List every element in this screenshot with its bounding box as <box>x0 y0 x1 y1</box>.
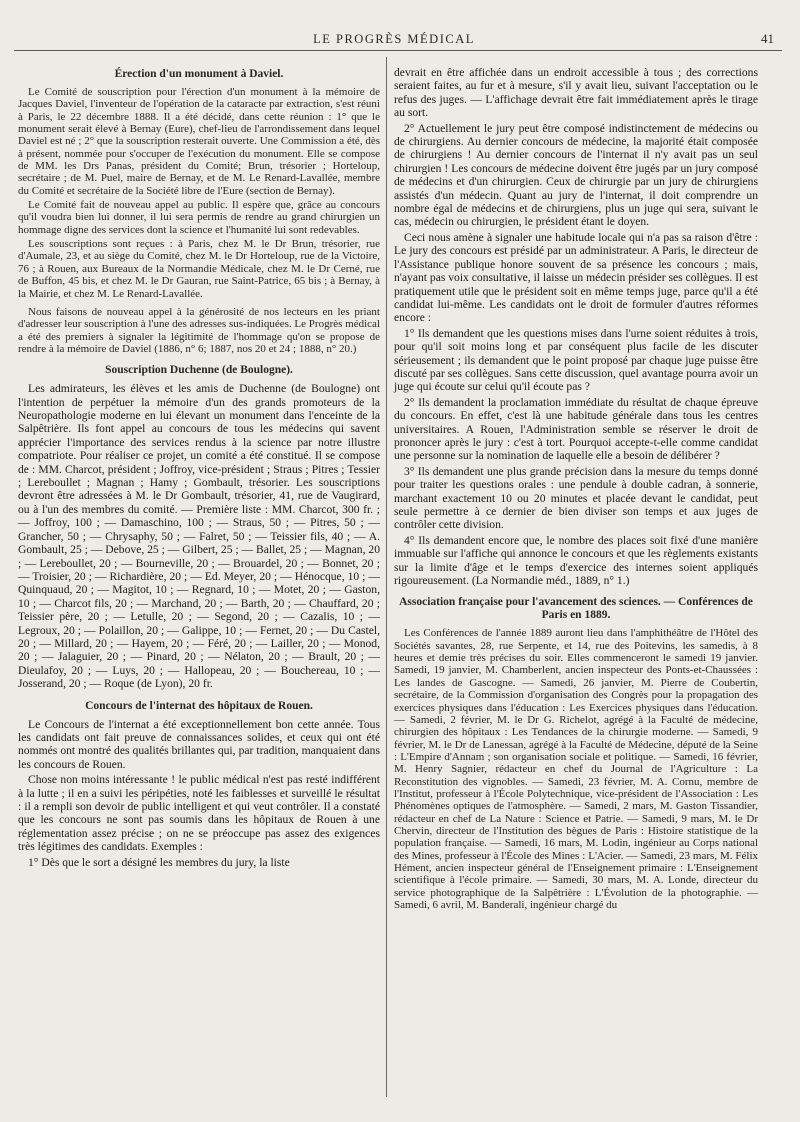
article-heading-afas: Association française pour l'avancement des sciences. — Conférences de Paris en 1889. <box>399 596 753 622</box>
rouen-continued-paragraph-2: 2° Actuellement le jury peut être composé indistinctement de médecins ou de chirurgiens. Au dernier concours de médecine, la majorité était composée de chirurgiens ! Au dernier concours de l'internat il n'y avait pas un seul chirurgien ! Les concours de médecine doivent être jugés par un jury composé de médecins et d'un chirurgien. Ceux de chirurgie par un jury de chirurgiens assistés d'un médecin. Quant au jury de l'internat, il doit comprendre un nombre égal de médecins et de chirurgiens, plus un juge qui sera, suivant le cas, médecin ou chirurgien, le président étant le doyen. <box>394 121 758 229</box>
duchenne-paragraph-1: Les admirateurs, les élèves et les amis de Duchenne (de Boulogne) ont l'intention de perpétuer la mémoire d'un des grands promoteurs de la Neuropathologie moderne en lui élevant un monument dans l'enceinte de la Salpêtrière. Ils font appel au concours de tous les médecins qui savent apprécier l'importance des services rendus à la science par notre illustre compatriote. Pour réaliser ce projet, un comité a été constitué. Il se compose de : MM. Charcot, président ; Joffroy, vice-président ; Straus ; Pitres ; Tessier ; Lereboullet ; Magnan ; Hamy ; Gombault, trésorier. Les souscriptions devront être adressées à M. le Dr Gombault, trésorier, 41, rue de Vaugirard, ou à l'un des membres du comité. — Première liste : MM. Charcot, 300 fr. ; — Joffroy, 100 ; — Damaschino, 100 ; — Straus, 50 ; — Pitres, 50 ; — Grancher, 50 ; — Chrysaphy, 50 ; — Falret, 50 ; — Teissier fils, 40 ; — A. Gombault, 25 ; — Debove, 25 ; — Gilbert, 25 ; — Ballet, 25 ; — Magnan, 20 ; — Lereboullet, 20 ; — Bourneville, 20 ; — Brouardel, 20 ; — Bonnet, 20 ; — Troisier, 20 ; — Richardière, 20 ; — Ed. Meyer, 20 ; — Hénocque, 10 ; — Quinquaud, 20 ; — Magitot, 10 ; — Regnard, 10 ; — Motet, 20 ; — Gaston, 10 ; — Charcot fils, 20 ; — Marchand, 20 ; — Barth, 20 ; — Chauffard, 20 ; Teissier père, 20 ; — Letulle, 20 ; — Segond, 20 ; — Cazalis, 10 ; — Legroux, 20 ; — Polaillon, 20 ; — Galippe, 10 ; — Fernet, 20 ; — Du Castel, 20 ; — Millard, 20 ; — Hayem, 20 ; — Féré, 20 ; — Lailler, 20 ; — Monod, 20 ; — Jalaguier, 20 ; — Pinard, 20 ; — Nélaton, 20 ; — Brault, 20 ; — Dieulafoy, 20 ; — Luys, 20 ; — Hallopeau, 20 ; — Bouchereau, 10 ; — Josserand, 20 ; — Roque (de Lyon), 20 fr. <box>18 382 380 691</box>
header-rule <box>14 50 782 51</box>
journal-title: LE PROGRÈS MÉDICAL <box>313 32 475 46</box>
article-heading-duchenne: Souscription Duchenne (de Boulogne). <box>105 364 293 377</box>
rouen-paragraph-1: Le Concours de l'internat a été exceptionnellement bon cette année. Tous les candidats ont fait preuve de connaissances solides, et ceux qui ont été nommés ont montré des qualités brillantes qui, par tradition, manquaient dans les concours de Rouen. <box>18 717 380 771</box>
column-divider <box>386 57 387 1097</box>
rouen-continued-paragraph-1: devrait en être affichée dans un endroit accessible à tous ; des corrections seraient faites, au fur et à mesure, s'il y avait lieu, suivant l'acceptation ou le refus des juges. — L'affichage devrait être fait immédiatement après le tirage au sort. <box>394 66 758 120</box>
article-heading-daviel: Érection d'un monument à Daviel. <box>114 68 284 80</box>
right-column <box>394 66 758 913</box>
page-header <box>14 32 774 52</box>
afas-paragraph-1: Les Conférences de l'année 1889 auront lieu dans l'amphithéâtre de l'Hôtel des Sociétés savantes, 28, rue Serpente, et 14, rue des Poitevins, les samedis, à 8 heures et demie très précises du soir. Elles commenceront le samedi 19 janvier. Samedi, 19 janvier, M. Chamberlent, ancien inspecteur des Ponts-et-Chaussées : Les landes de Gascogne. — Samedi, 26 janvier, M. Pierre de Coubertin, secrétaire, de la Commission d'organisation des Congrès pour la propagation des exercices physiques dans l'éducation : Les Exercices physiques dans l'éducation. — Samedi, 2 février, M. le Dr G. Richelot, agrégé à la Faculté de médecine, chirurgien des hôpitaux : Les Tendances de la chirurgie moderne. — Samedi, 9 février, M. le Dr de Lanessan, agrégé à la Faculté de Médecine, député de la Seine : L'Empire d'Annam ; son organisation sociale et politique. — Samedi, 16 février, M. Henry Sagnier, rédacteur en chef du Journal de l'Agriculture : La Reconstitution des vignobles. — Samedi, 23 février, M. A. Cornu, membre de l'Institut, professeur à l'École Polytechnique, vice-président de l'Association : Les Phénomènes optiques de l'atmosphère. — Samedi, 2 mars, M. Gaston Tissandier, rédacteur en chef de La Nature : Science et Patrie. — Samedi, 9 mars, M. le Dr Chervin, directeur de l'Institution des bègues de Paris : Histoire statistique de la population française. — Samedi, 16 mars, M. Lodin, ingénieur au Corps national des Mines, professeur à l'École des Mines : L'Acier. — Samedi, 23 mars, M. Félix Hément, ancien inspecteur général de l'Enseignement primaire : L'Enseignement scientifique à l'école primaire. — Samedi, 30 mars, M. A. Londe, directeur du service photographique de la Salpêtrière : L'Évolution de la photographie. — Samedi, 6 avril, M. Banderali, ingénieur chargé du <box>394 627 758 911</box>
daviel-paragraph-3: Les souscriptions sont reçues : à Paris, chez M. le Dr Brun, trésorier, rue d'Aumale, 23, et au siège du Comité, chez M. le Dr Horteloup, rue de la Victoire, 76 ; à Rouen, aux Bureaux de la Normandie Médicale, chez M. le Dr Cerné, rue de Buffon, 45 bis, et chez M. le Dr Gauran, rue Saint-Patrice, 65 bis ; à Bernay, à la Mairie, et chez M. Le Renard-Lavallée. <box>18 238 380 300</box>
daviel-paragraph-2: Le Comité fait de nouveau appel au public. Il espère que, grâce au concours qu'il voudra bien lui donner, il lui sera permis de rendre au grand chirurgien un hommage digne des services dont la science et l'humanité lui sont redevables. <box>18 199 380 236</box>
rouen-continued-paragraph-3: Ceci nous amène à signaler une habitude locale qui n'a pas sa raison d'être : Le jury des concours est présidé par un administrateur. A Paris, le directeur de l'Assistance publique honore souvent de sa présence les concours ; mais, n'ayant pas voix consultative, il laisse un médecin présider ses collègues. Il est pratiquement utile que le président soit en même temps juge, parce qu'il a été candidat lui-même. Les candidats ont le droit de formuler d'autres réformes encore : <box>394 230 758 325</box>
rouen-continued-paragraph-5: 2° Ils demandent la proclamation immédiate du résultat de chaque épreuve du concours. En effet, c'est là une habitude générale dans tous les centres universitaires. A Rouen, l'Administration semble se réserver le droit de prononcer après le jury : c'est à tort. Pourquoi accepte-t-elle comme candidat une personne sur la nomination de laquelle elle a besoin de délibérer ? <box>394 395 758 463</box>
rouen-continued-paragraph-7: 4° Ils demandent encore que, le nombre des places soit fixé d'une manière immuable sur l'affiche qui annonce le concours et que les règlements existants sur la limite d'âge et le temps d'exercice des internes soient appliqués rigoureusement. (La Normandie méd., 1889, n° 1.) <box>394 533 758 588</box>
rouen-paragraph-2: Chose non moins intéressante ! le public médical n'est pas resté indifférent à la lutte ; il en a suivi les péripéties, noté les faiblesses et surveillé le résultat : il a rempli son devoir de public intelligent et qui veut contrôler. Il a constaté que les concours ne sont pas soumis dans les hôpitaux de Rouen à une réglementation assez précise ; on ne se préoccupe pas assez des exigences très légitimes des candidats. Exemples : <box>18 773 380 854</box>
rouen-continued-paragraph-6: 3° Ils demandent une plus grande précision dans la mesure du temps donné pour traiter les questions orales : une pendule à double cadran, à sonnerie, marchant exactement 10 ou 20 minutes et placée devant le candidat, peut seule permettre à ce dernier de bien diviser son temps et aux juges de contrôler cette division. <box>394 464 758 532</box>
rouen-paragraph-3: 1° Dès que le sort a désigné les membres du jury, la liste <box>28 855 290 869</box>
rouen-continued-paragraph-4: 1° Ils demandent que les questions mises dans l'urne soient réduites à trois, pour qu'il soit moins long et par conséquent plus facile de les discuter sérieusement ; ils demandent que le point proposé par chaque juge puisse être discuté par ses collègues. Sans cette discussion, quel avantage pourra avoir un juge qui écoute sur celui qu'il écoute pas ? <box>394 326 758 394</box>
article-heading-rouen: Concours de l'internat des hôpitaux de Rouen. <box>85 699 313 712</box>
daviel-paragraph-4: Nous faisons de nouveau appel à la générosité de nos lecteurs en les priant d'adresser leur souscription à l'une des adresses sus-indiquées. Le Progrès médical a été des premiers à signaler la légitimité de l'hommage qu'on se propose de rendre à la mémoire de Daviel (1886, n° 6; 1887, nos 20 et 24 ; 1888, n° 20.) <box>18 305 380 355</box>
left-column <box>18 62 380 871</box>
page-number: 41 <box>761 31 774 46</box>
daviel-paragraph-1: Le Comité de souscription pour l'érection d'un monument à la mémoire de Jacques Daviel, l'inventeur de l'opération de la cataracte par extraction, s'est réuni à Paris, le 22 décembre 1888. Il a été décidé, dans cette réunion : 1° que le monument serait élevé à Bernay (Eure), chef-lieu de l'arrondissement dans lequel Daviel est né ; 2° que la souscription resterait ouverte. Une Commission a été, dès à présent, nommée pour s'occuper de l'exécution du monument. Elle se compose de MM. les Drs Panas, président du Comité; Brun, trésorier ; Horteloup, secrétaire ; de M. Puel, maire de Bernay, et de M. Le Renard-Lavallée, membre du Comité et secrétaire de la Société libre de l'Eure (section de Bernay). <box>18 86 380 197</box>
